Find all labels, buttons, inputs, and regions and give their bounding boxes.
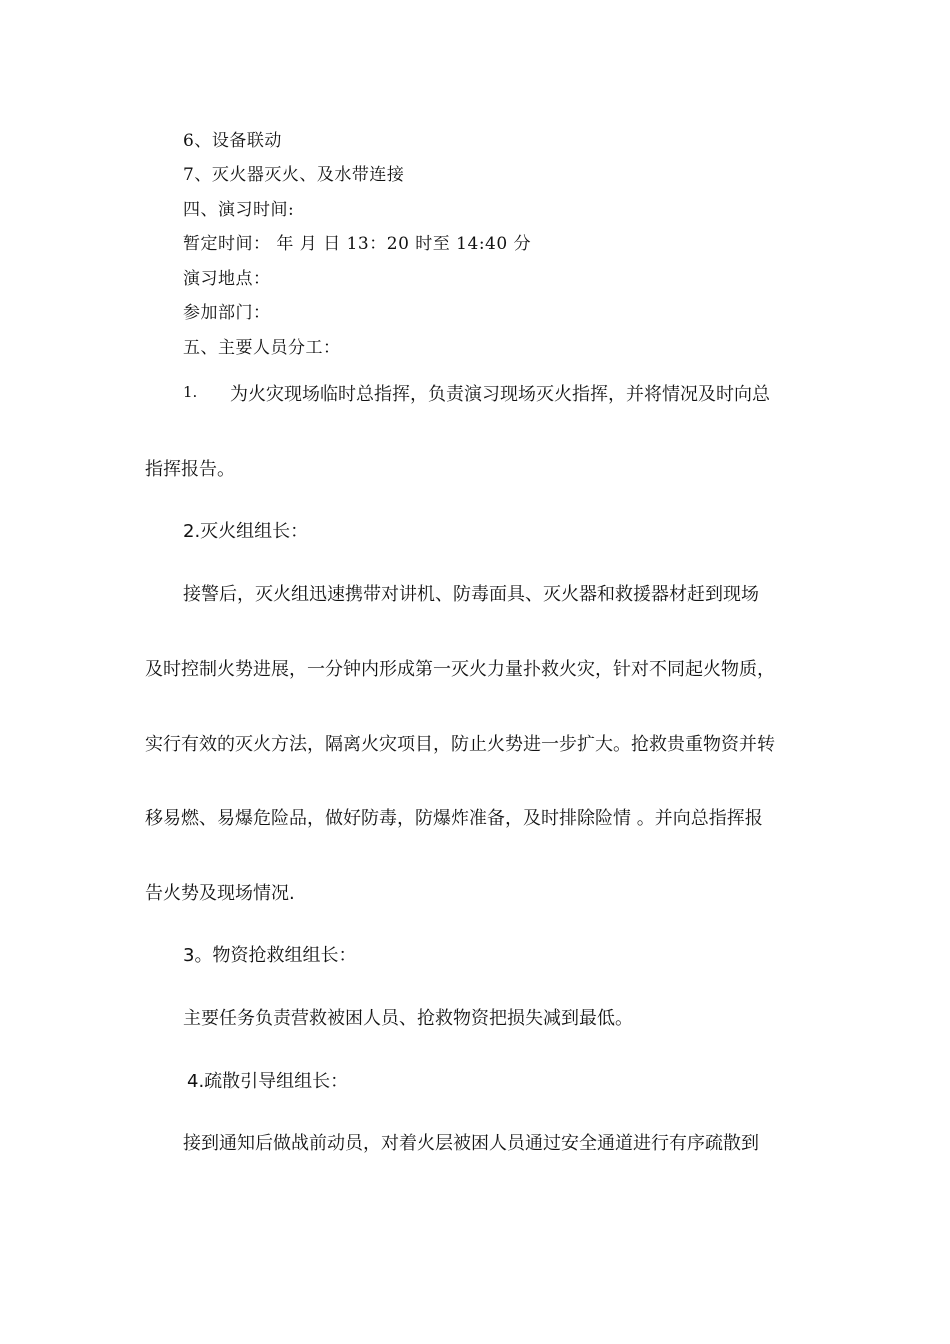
item1-continuation: 指挥报告。 bbox=[145, 459, 235, 480]
section-heading-staff-roles: 五、主要人员分工： bbox=[183, 338, 341, 358]
item3-paragraph: 主要任务负责营救被困人员、抢救物资把损失减到最低。 bbox=[183, 1008, 633, 1029]
item1-number: 1. bbox=[183, 383, 198, 401]
section-heading-drill-time: 四、演习时间: bbox=[183, 200, 295, 220]
line-equipment-linkage: 6、设备联动 bbox=[183, 131, 282, 151]
item2-paragraph-line: 移易燃、易爆危险品，做好防毒，防爆炸准备，及时排除险情 。并向总指挥报 bbox=[145, 808, 763, 829]
item2-paragraph-line: 告火势及现场情况. bbox=[145, 883, 295, 904]
item2-paragraph-line: 及时控制火势进展，一分钟内形成第一灭火力量扑救火灾，针对不同起火物质， bbox=[145, 659, 775, 680]
item1-text: 为火灾现场临时总指挥，负责演习现场灭火指挥，并将情况及时向总 bbox=[230, 384, 770, 405]
item3-heading: 3。物资抢救组组长： bbox=[183, 945, 357, 966]
line-participating-departments: 参加部门： bbox=[183, 303, 271, 323]
item4-heading: 4.疏散引导组组长： bbox=[187, 1071, 349, 1092]
item2-paragraph-line: 接警后，灭火组迅速携带对讲机、防毒面具、灭火器和救援器材赶到现场 bbox=[183, 584, 759, 605]
item4-paragraph: 接到通知后做战前动员，对着火层被困人员通过安全通道进行有序疏散到 bbox=[183, 1133, 759, 1154]
line-extinguisher-hose: 7、灭火器灭火、及水带连接 bbox=[183, 165, 405, 185]
line-drill-location: 演习地点： bbox=[183, 269, 271, 289]
line-scheduled-time: 暂定时间： 年 月 日 13：20 时至 14:40 分 bbox=[183, 234, 532, 254]
item2-paragraph-line: 实行有效的灭火方法，隔离火灾项目，防止火势进一步扩大。抢救贵重物资并转 bbox=[145, 734, 775, 755]
item2-heading: 2.灭火组组长： bbox=[183, 521, 309, 542]
